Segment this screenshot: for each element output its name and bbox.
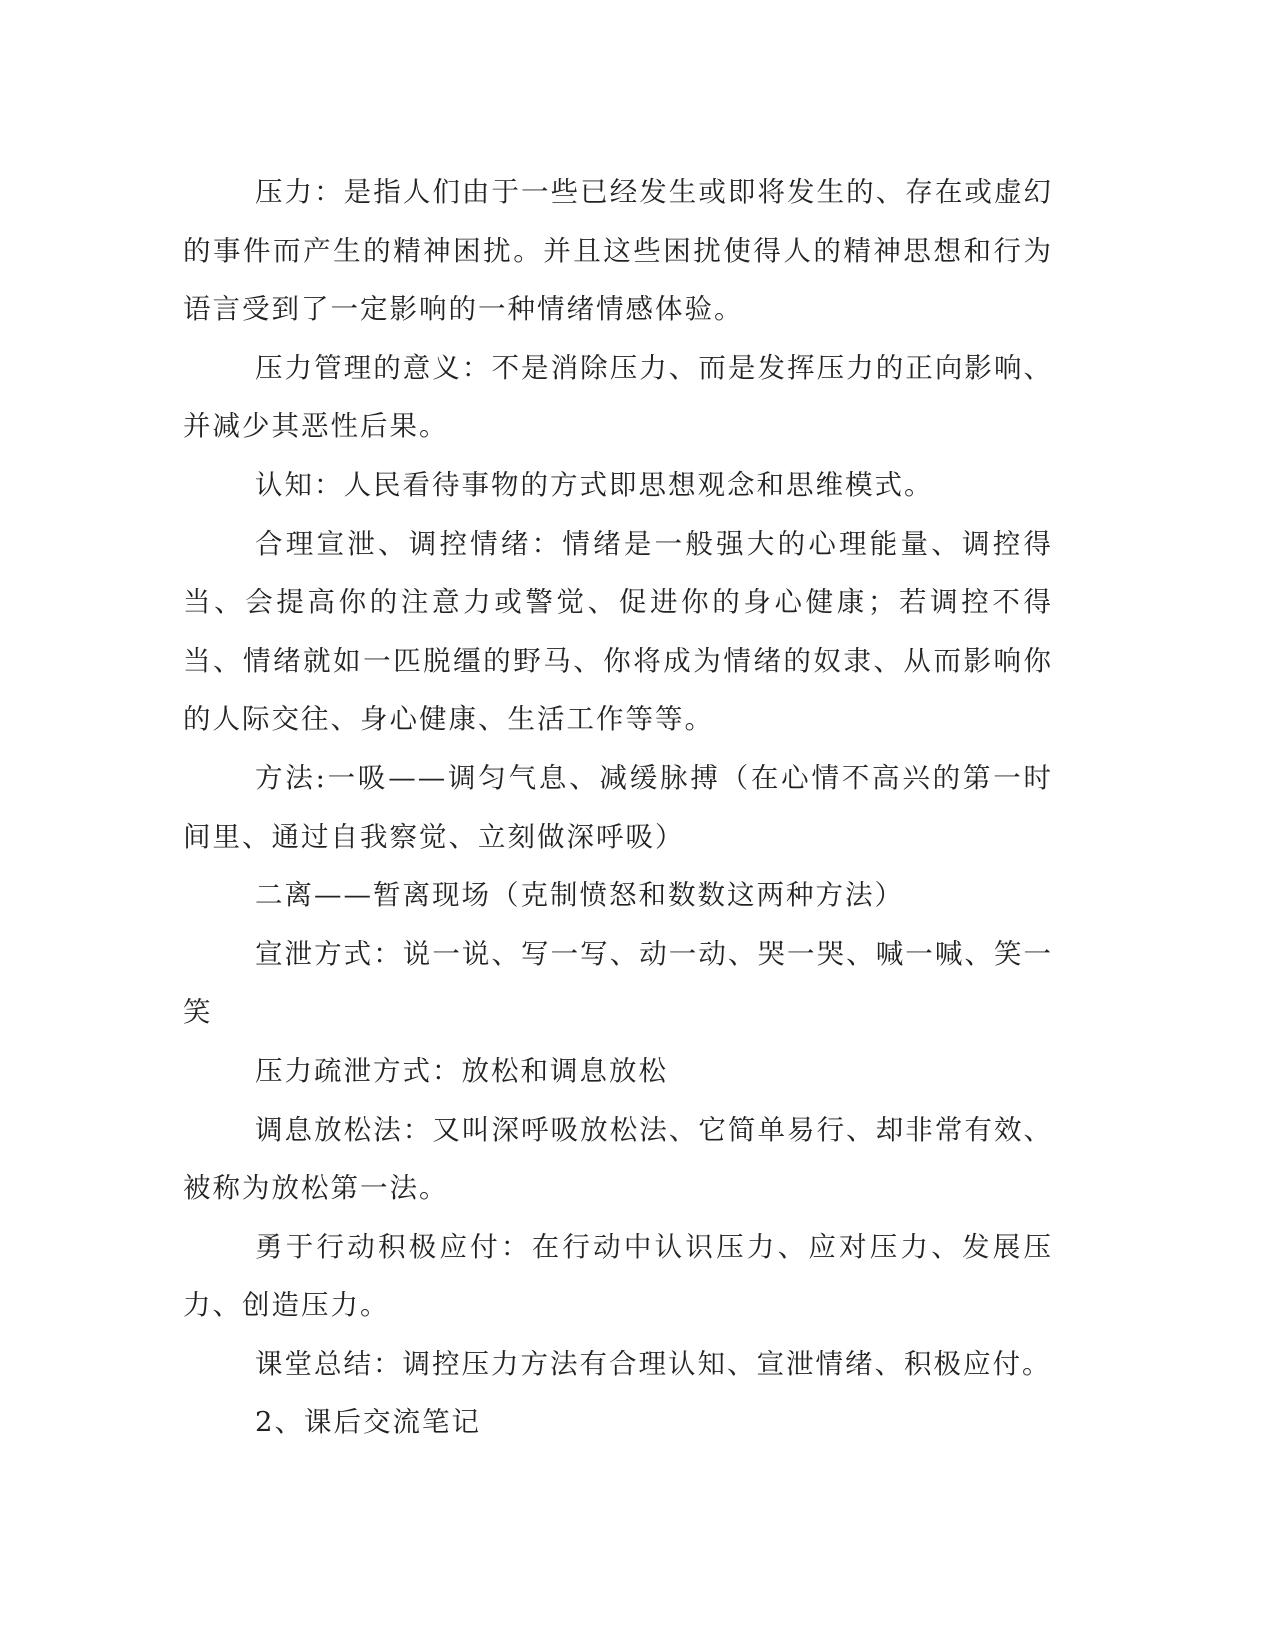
- paragraph-emotion-regulation: 合理宣泄、调控情绪：情绪是一般强大的心理能量、调控得当、会提高你的注意力或警觉、促进你的身心健康；若调控不得当、情绪就如一匹脱缰的野马、你将成为情绪的奴隶、从而影响你的人际交往、身心健康、生活工作等等。: [183, 527, 1053, 736]
- document-body: [183, 163, 1053, 1452]
- paragraph-method-leave: 二离——暂离现场（克制愤怒和数数这两种方法）: [255, 879, 904, 912]
- paragraph-class-summary: 课堂总结：调控压力方法有合理认知、宣泄情绪、积极应付。: [255, 1347, 1052, 1380]
- paragraph-cognition: 认知：人民看待事物的方式即思想观念和思维模式。: [255, 468, 934, 501]
- paragraph-stress-relief-ways: 压力疏泄方式：放松和调息放松: [255, 1054, 668, 1087]
- paragraph-method-breathing: 方法:一吸——调匀气息、减缓脉搏（在心情不高兴的第一时间里、通过自我察觉、立刻做深呼吸）: [183, 761, 1053, 853]
- paragraph-after-class-notes: 2、课后交流笔记: [255, 1406, 481, 1439]
- paragraph-take-action: 勇于行动积极应付：在行动中认识压力、应对压力、发展压力、创造压力。: [183, 1230, 1053, 1322]
- paragraph-stress-management-meaning: 压力管理的意义：不是消除压力、而是发挥压力的正向影响、并减少其恶性后果。: [183, 351, 1053, 443]
- paragraph-breathing-relaxation: 调息放松法：又叫深呼吸放松法、它简单易行、却非常有效、被称为放松第一法。: [183, 1113, 1053, 1205]
- paragraph-stress-definition: 压力：是指人们由于一些已经发生或即将发生的、存在或虚幻的事件而产生的精神困扰。并且这些困扰使得人的精神思想和行为语言受到了一定影响的一种情绪情感体验。: [183, 176, 1053, 326]
- paragraph-venting-ways: 宣泄方式：说一说、写一写、动一动、哭一哭、喊一喊、笑一笑: [183, 937, 1053, 1029]
